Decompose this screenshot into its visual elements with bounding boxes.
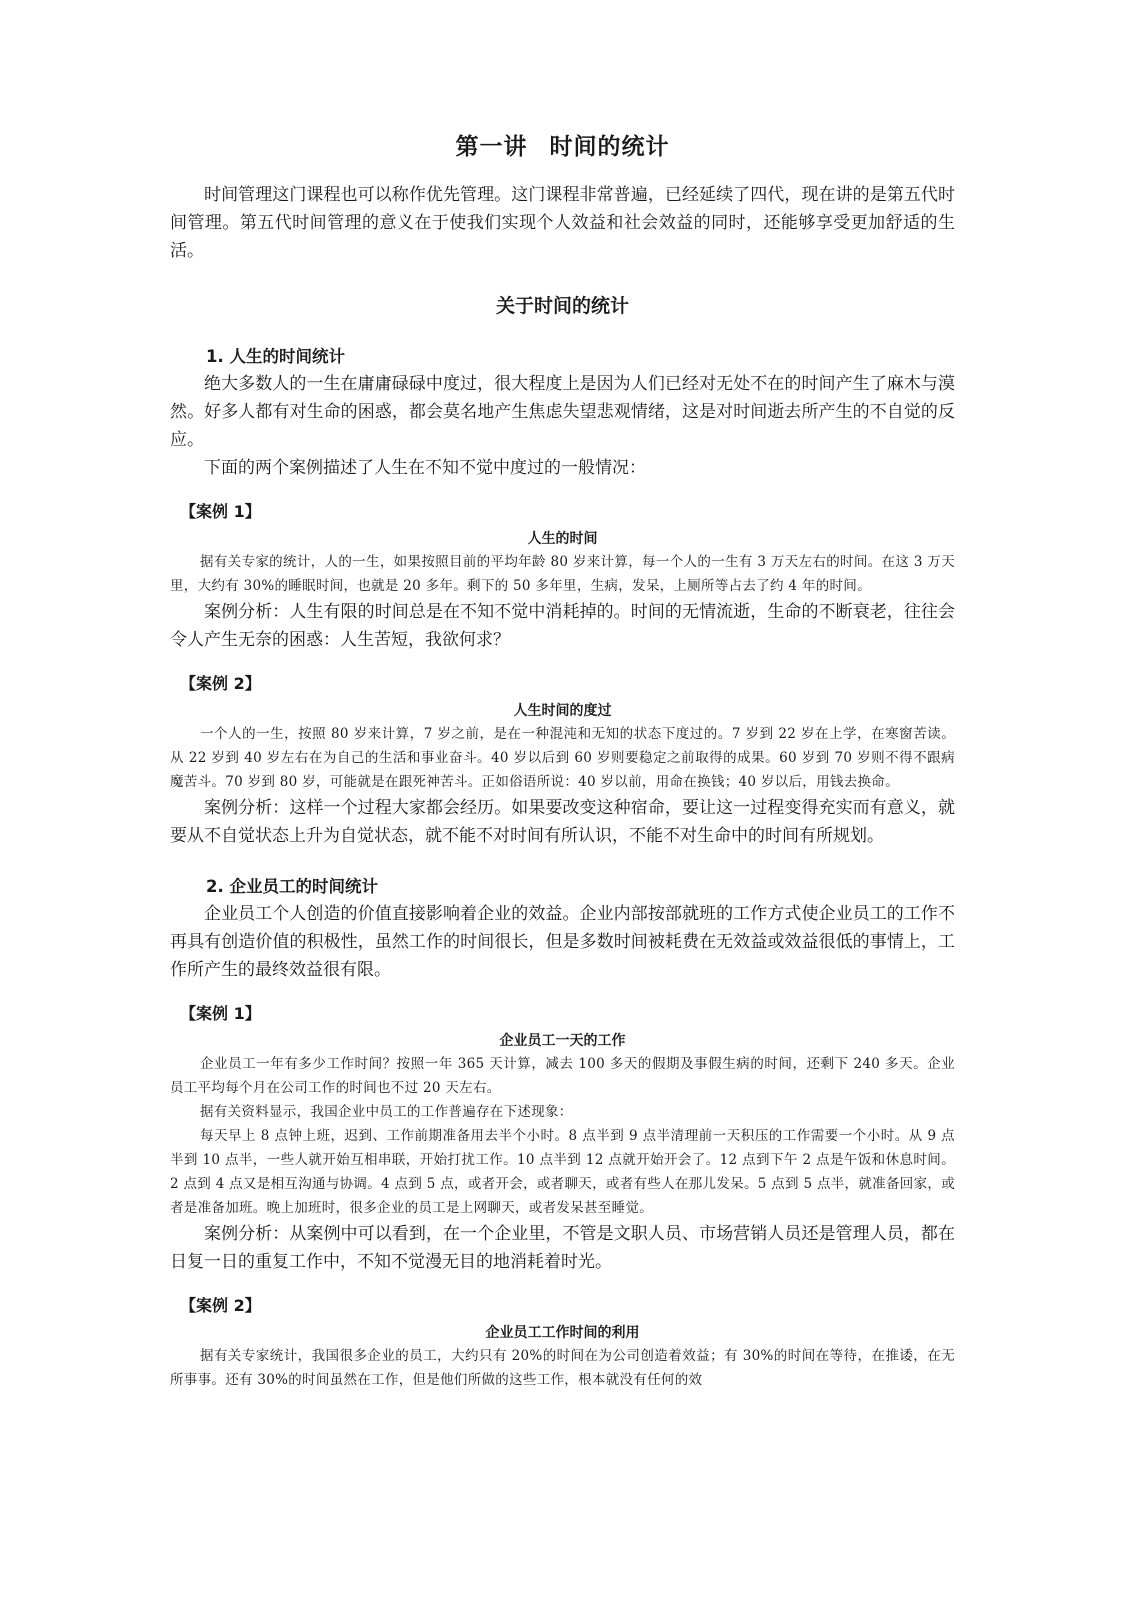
case-text: 一个人的一生，按照 80 岁来计算，7 岁之前，是在一种混沌和无知的状态下度过的。7 岁到 22 岁在上学，在寒窗苦读。从 22 岁到 40 岁左右在为自己的生活和事业奋斗。40 岁以后到 60 岁则要稳定之前取得的成果。60 岁到 70 岁则不得不跟病魔苦斗。70 岁到 80 岁，可能就是在跟死神苦斗。正如俗语所说：40 岁以前，用命在换钱；40 岁以后，用钱去换命。 [170, 726, 955, 790]
intro-paragraph: 时间管理这门课程也可以称作优先管理。这门课程非常普遍，已经延续了四代，现在讲的是第五代时间管理。第五代时间管理的意义在于使我们实现个人效益和社会效益的同时，还能够享受更加舒适的生活。 [170, 185, 955, 261]
title-topic: 时间的统计 [549, 134, 670, 160]
case-label: 【案例 1】 [180, 1004, 261, 1023]
case-title: 人生时间的度过 [513, 703, 612, 719]
subsection-1-lead: 下面的两个案例描述了人生在不知不觉中度过的一般情况： [204, 458, 646, 478]
case-text: 据有关专家的统计，人的一生，如果按照目前的平均年龄 80 岁来计算，每一个人的一生有 3 万天左右的时间。在这 3 万天里，大约有 30%的睡眠时间，也就是 20 多年。剩下的 50 多年里，生病，发呆，上厕所等占去了约 4 年的时间。 [170, 554, 955, 594]
document-page [170, 128, 955, 1392]
case-analysis: 案例分析：这样一个过程大家都会经历。如果要改变这种宿命，要让这一过程变得充实而有意义，就要从不自觉状态上升为自觉状态，就不能不对时间有所认识，不能不对生命中的时间有所规划。 [170, 798, 955, 846]
case-text: 企业员工一年有多少工作时间？按照一年 365 天计算，减去 100 多天的假期及事假生病的时间，还剩下 240 多天。企业员工平均每个月在公司工作的时间也不过 20 天左右。 [170, 1056, 955, 1096]
case-analysis: 案例分析：从案例中可以看到，在一个企业里，不管是文职人员、市场营销人员还是管理人员，都在日复一日的重复工作中，不知不觉漫无目的地消耗着时光。 [170, 1224, 955, 1272]
subsection-1-heading: 1. 人生的时间统计 [206, 347, 345, 366]
case-title: 企业员工一天的工作 [499, 1033, 626, 1049]
case-text: 据有关资料显示，我国企业中员工的工作普遍存在下述现象： [200, 1104, 573, 1120]
title-lecture-number: 第一讲 [455, 134, 528, 160]
case-label: 【案例 1】 [180, 502, 261, 521]
case-label: 【案例 2】 [180, 1296, 261, 1315]
case-text: 据有关专家统计，我国很多企业的员工，大约只有 20%的时间在为公司创造着效益；有 30%的时间在等待，在推诿，在无所事事。还有 30%的时间虽然在工作，但是他们所做的这些工作，根本就没有任何的效 [170, 1348, 955, 1388]
case-analysis: 案例分析：人生有限的时间总是在不知不觉中消耗掉的。时间的无情流逝，生命的不断衰老，往往会令人产生无奈的困惑：人生苦短，我欲何求？ [170, 602, 955, 650]
case-title: 企业员工工作时间的利用 [485, 1325, 640, 1341]
page-title [170, 128, 955, 161]
case-label: 【案例 2】 [180, 674, 261, 693]
subsection-2-heading: 2. 企业员工的时间统计 [206, 877, 378, 896]
case-title: 人生的时间 [527, 531, 598, 547]
section-title: 关于时间的统计 [495, 295, 629, 317]
subsection-2-paragraph: 企业员工个人创造的价值直接影响着企业的效益。企业内部按部就班的工作方式使企业员工的工作不再具有创造价值的积极性，虽然工作的时间很长，但是多数时间被耗费在无效益或效益很低的事情上，工作所产生的最终效益很有限。 [170, 904, 955, 980]
case-text: 每天早上 8 点钟上班，迟到、工作前期准备用去半个小时。8 点半到 9 点半清理前一天积压的工作需要一个小时。从 9 点半到 10 点半，一些人就开始互相串联，开始打扰工作。10 点半到 12 点就开始开会了。12 点到下午 2 点是午饭和休息时间。2 点到 4 点又是相互沟通与协调。4 点到 5 点，或者开会，或者聊天，或者有些人在那儿发呆。5 点到 5 点半，就准备回家，或者是准备加班。晚上加班时，很多企业的员工是上网聊天，或者发呆甚至睡觉。 [170, 1128, 955, 1216]
subsection-1-paragraph: 绝大多数人的一生在庸庸碌碌中度过，很大程度上是因为人们已经对无处不在的时间产生了麻木与漠然。好多人都有对生命的困惑，都会莫名地产生焦虑失望悲观情绪，这是对时间逝去所产生的不自觉的反应。 [170, 374, 955, 450]
